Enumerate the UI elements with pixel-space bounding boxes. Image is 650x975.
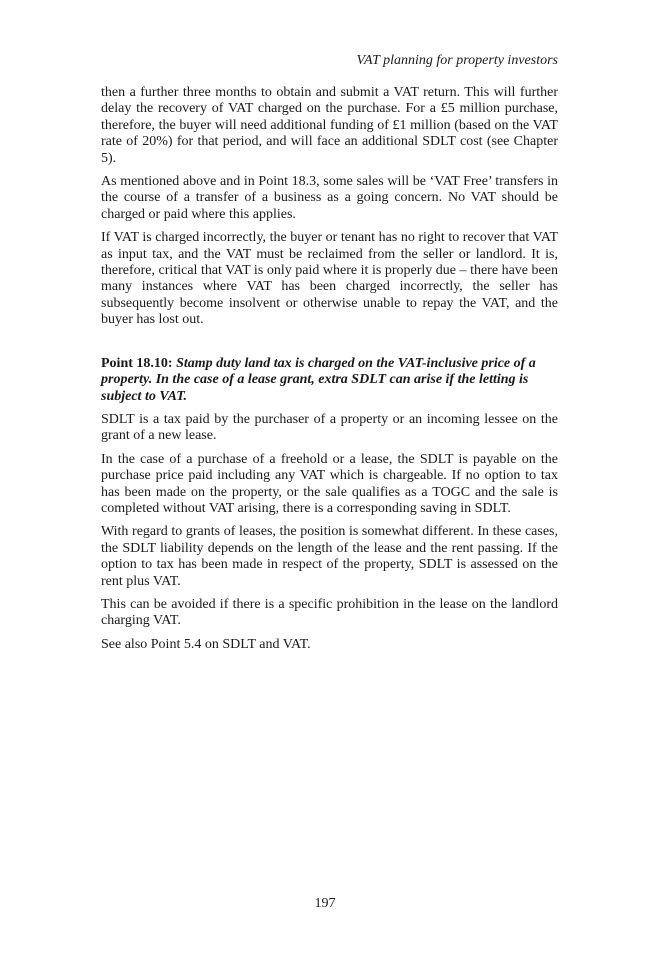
page-body: [101, 85, 558, 660]
body-paragraph: In the case of a purchase of a freehold or a lease, the SDLT is payable on the purchase price paid including any VAT which is chargeable. If no option to tax has been made on the property, or the sale qualifies as a TOGC and the sale is completed without VAT arising, there is a corresponding saving in SDLT.: [101, 451, 558, 516]
body-paragraph: This can be avoided if there is a specific prohibition in the lease on the landlord charging VAT.: [101, 596, 558, 629]
body-paragraph: then a further three months to obtain and submit a VAT return. This will further delay the recovery of VAT charged on the purchase. For a £5 million purchase, therefore, the buyer will need additional funding of £1 million (based on the VAT rate of 20%) for that period, and will face an additional SDLT cost (see Chapter 5).: [101, 85, 558, 166]
body-paragraph: With regard to grants of leases, the position is somewhat different. In these cases, the SDLT liability depends on the length of the lease and the rent passing. If the option to tax has been made in respect of the property, SDLT is assessed on the rent plus VAT.: [101, 524, 558, 589]
body-paragraph: SDLT is a tax paid by the purchaser of a property or an incoming lessee on the grant of a new lease.: [101, 411, 558, 444]
point-title: Stamp duty land tax is charged on the VAT-inclusive price of a property. In the case of a lease grant, extra SDLT can arise if the letting is subject to VAT.: [101, 355, 536, 404]
body-paragraph: See also Point 5.4 on SDLT and VAT.: [101, 636, 311, 652]
body-paragraph: As mentioned above and in Point 18.3, some sales will be ‘VAT Free’ transfers in the course of a transfer of a business as a going concern. No VAT should be charged or paid where this applies.: [101, 174, 558, 222]
point-number: Point 18.10:: [101, 355, 173, 371]
page-number: 197: [314, 896, 336, 911]
point-heading: [101, 356, 558, 405]
body-paragraph: If VAT is charged incorrectly, the buyer or tenant has no right to recover that VAT as input tax, and the VAT must be reclaimed from the seller or landlord. It is, therefore, critical that VAT is only paid where it is properly due – there have been many instances where VAT has been charged incorrectly, the seller has subsequently become insolvent or otherwise unable to repay the VAT, and the buyer has lost out.: [101, 230, 558, 328]
running-header: VAT planning for property investors: [356, 53, 558, 68]
